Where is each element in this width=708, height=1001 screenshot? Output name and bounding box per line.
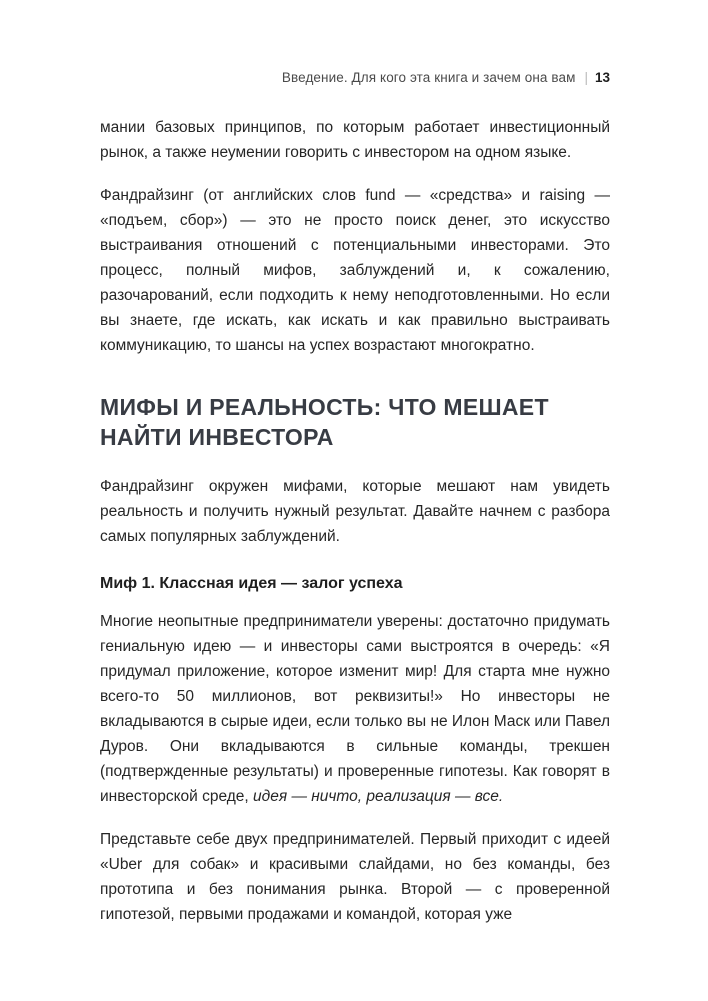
page-body <box>100 115 610 927</box>
paragraph-intro-continuation: мании базовых принципов, по которым работает инвестиционный рынок, а также неумении говорить с инвестором на одном языке. <box>100 119 610 161</box>
paragraph-myths-intro: Фандрайзинг окружен мифами, которые мешают нам увидеть реальность и получить нужный результат. Давайте начнем с разбора самых популярных заблуждений. <box>100 478 610 545</box>
page-header <box>100 70 610 85</box>
paragraph-fundraising-definition: Фандрайзинг (от английских слов fund — «средства» и raising — «подъем, сбор») — это не просто поиск денег, это искусство выстраивания отношений с потенциальными инвесторами. Это процесс, полный мифов, заблуждений и, к сожалению, разочарований, если подходить к нему неподготовленными. Но если вы знаете, где искать, как искать и как правильно выстраивать коммуникацию, то шансы на успех возрастают многократно. <box>100 187 610 354</box>
paragraph-two-entrepreneurs: Представьте себе двух предпринимателей. Первый приходит с идеей «Uber для собак» и красивыми слайдами, но без команды, без прототипа и без понимания рынка. Второй — с проверенной гипотезой, первыми продажами и командой, которая уже <box>100 831 610 923</box>
header-separator: | <box>584 70 588 85</box>
myth-subheading: Миф 1. Классная идея — залог успеха <box>100 575 403 592</box>
paragraph-text: Многие неопытные предприниматели уверены: достаточно придумать гениальную идею — и инвесторы сами выстроятся в очередь: «Я придумал приложение, которое изменит мир! Для старта мне нужно всего-то 50 миллионов, вот реквизиты!» Но инвесторы не вкладываются в сырые идеи, если только вы не Илон Маск или Павел Дуров. Они вкладываются в сильные команды, трекшен (подтвержденные результаты) и проверенные гипотезы. Как говорят в инвесторской среде, <box>100 613 610 805</box>
paragraph-emphasis: идея — ничто, реализация — все. <box>253 788 504 805</box>
paragraph-myth-1 <box>100 609 610 809</box>
page-number: 13 <box>594 70 610 85</box>
running-title: Введение. Для кого эта книга и зачем она вам <box>281 70 576 85</box>
section-heading: МИФЫ И РЕАЛЬНОСТЬ: ЧТО МЕШАЕТ НАЙТИ ИНВЕСТОРА <box>100 394 549 450</box>
